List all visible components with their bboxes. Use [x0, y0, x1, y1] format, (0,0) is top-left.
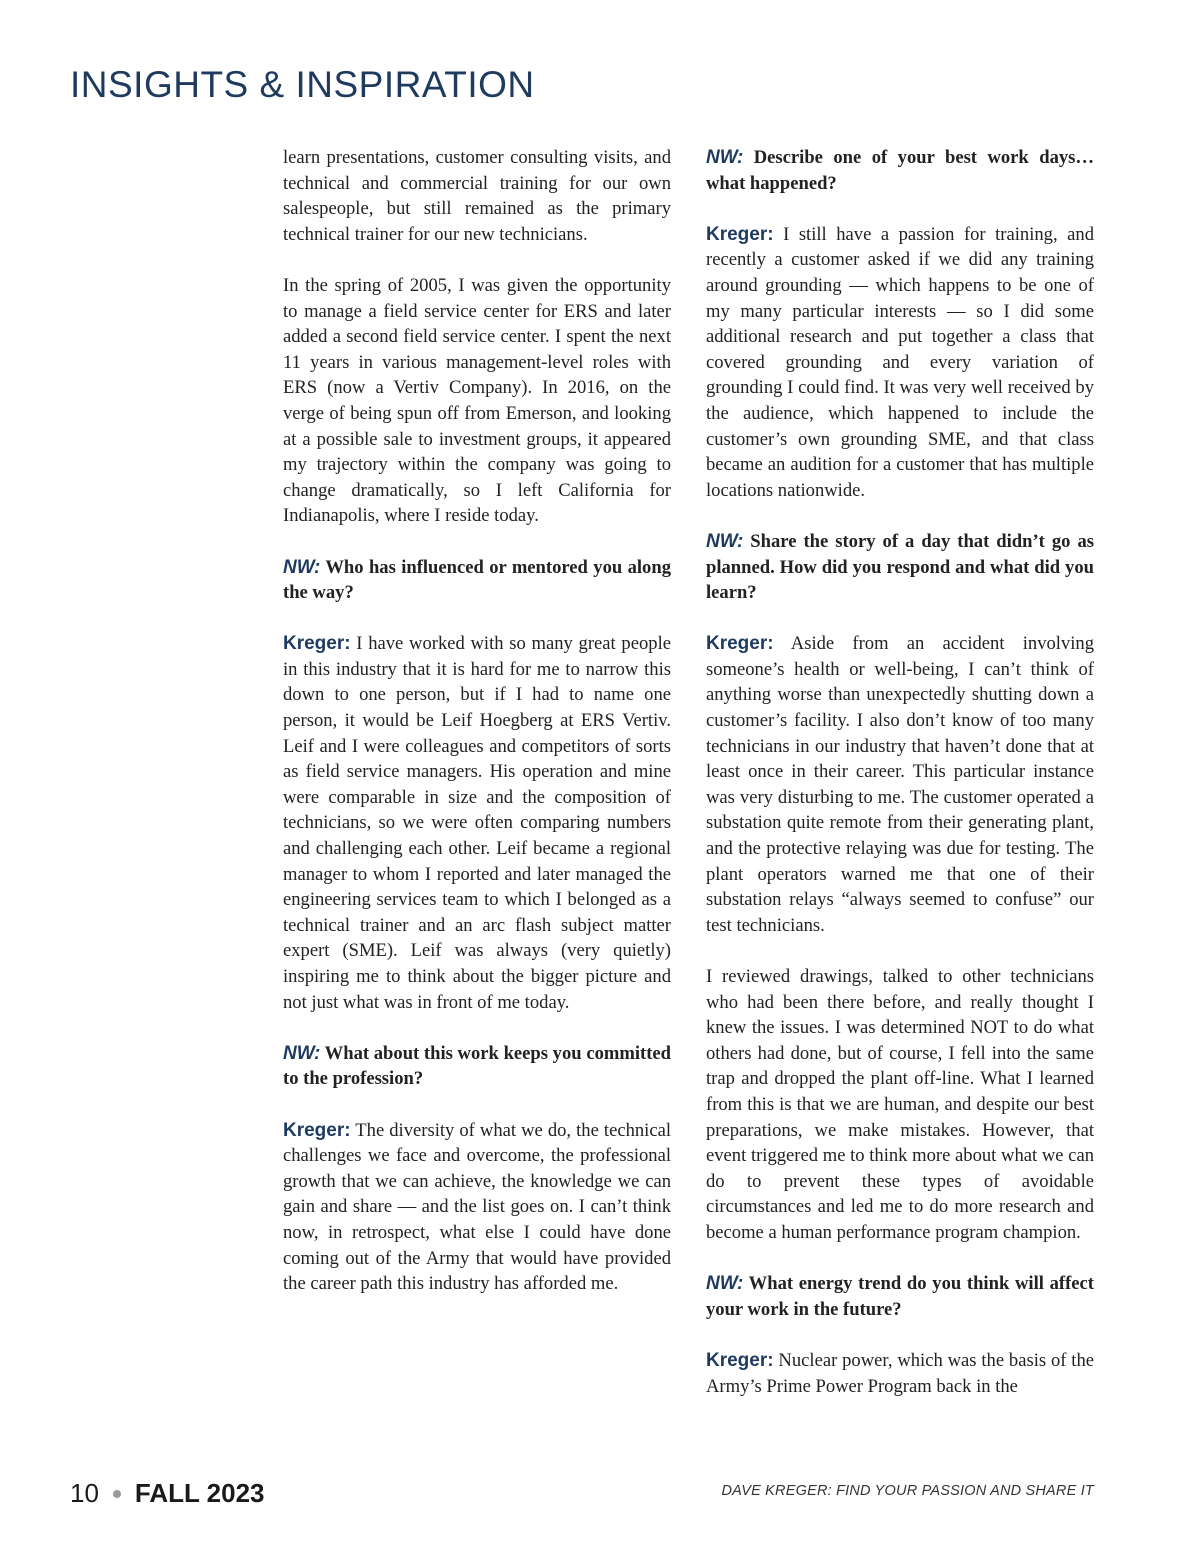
- nw-label: NW:: [283, 556, 321, 578]
- bullet-dot-icon: [113, 1490, 121, 1498]
- answer-text: Aside from an accident involving someone’s health or well-being, I can’t think of anything worse than unexpectedly shutting down a customer’s facility. I also don’t know of too many technicians in our industry that haven’t done that at least once in their career. This particular instance was very disturbing to me. The customer operated a substation quite remote from their generating plant, and the protective relaying was due for testing. The plant operators warned me that one of their substation relays “always seemed to confuse” our test technicians.: [706, 633, 1095, 936]
- paragraph-spring-2005: In the spring of 2005, I was given the opportunity to manage a field service center for ERS and later added a second field service center. I spent the next 11 years in various management-level roles with ERS (now a Vertiv Company). In 2016, on the verge of being spun off from Emerson, and looking at a possible sale to investment groups, it appeared my trajectory within the company was going to change dramatically, so I left California for Indianapolis, where I reside today.: [283, 274, 671, 527]
- answer-bad-day: [706, 631, 1094, 938]
- left-column: [283, 145, 671, 1322]
- question-mentor: [283, 555, 671, 606]
- nw-label: NW:: [706, 1273, 744, 1295]
- answer-mentor: [283, 631, 671, 1015]
- kreger-label: Kreger:: [706, 633, 774, 655]
- paragraph-lessons-learned: I reviewed drawings, talked to other technicians who had been there before, and really thought I knew the issues. I was determined NOT to do what others had done, but of course, I fell into the same trap and dropped the plant off-line. What I learned from this is that we are human, and despite our best preparations, we make mistakes. However, that event triggered me to think more about what we can do to prevent these types of avoidable circumstances and led me to do more research and become a human performance program champion.: [706, 966, 1094, 1243]
- issue-label: FALL 2023: [134, 1478, 265, 1508]
- answer-commitment: [283, 1118, 671, 1297]
- answer-best-day: [706, 222, 1094, 504]
- answer-energy-trend: [706, 1348, 1094, 1399]
- running-title: DAVE KREGER: FIND YOUR PASSION AND SHARE IT: [721, 1483, 1094, 1499]
- question-text: What energy trend do you think will affect your work in the future?: [706, 1273, 1094, 1320]
- answer-text: Nuclear power, which was the basis of the Army’s Prime Power Program back in the: [706, 1349, 1094, 1397]
- paragraph-career-training: learn presentations, customer consulting visits, and technical and commercial training for our own salespeople, but still remained as the primary technical trainer for our new technicians.: [283, 147, 671, 245]
- kreger-label: Kreger:: [706, 1349, 774, 1371]
- footer-folio: [70, 1478, 265, 1509]
- answer-text: I have worked with so many great people in this industry that it is hard for me to narrow this down to one person, but if I had to name one person, it would be Leif Hoegberg at ERS Vertiv. Leif and I were colleagues and competitors of sorts as field service managers. His operation and mine were comparable in size and the composition of technicians, so we were often comparing numbers and challenging each other. Leif became a regional manager to whom I reported and later managed the engineering services team to which I belonged as a technical trainer and an arc flash subject matter expert (SME). Leif was always (very quietly) inspiring me to think about the bigger picture and not just what was in front of me today.: [283, 633, 671, 1013]
- page-number: 10: [70, 1478, 99, 1508]
- kreger-label: Kreger:: [283, 1119, 351, 1141]
- question-text: What about this work keeps you committed to the profession?: [283, 1042, 671, 1090]
- answer-text: I still have a passion for training, and recently a customer asked if we did any training around grounding — which happens to be one of my many particular interests — so I did some additional research and put together a class that covered grounding and every variation of grounding I could find. It was very well received by the audience, which happened to include the customer’s own grounding SME, and that class became an audition for a customer that has multiple locations nationwide.: [706, 223, 1094, 501]
- question-bad-day: [706, 529, 1094, 606]
- section-title: INSIGHTS & INSPIRATION: [70, 64, 535, 105]
- nw-label: NW:: [283, 1042, 321, 1064]
- question-best-day: [706, 145, 1094, 196]
- right-column: [706, 145, 1094, 1425]
- question-text: Share the story of a day that didn’t go as planned. How did you respond and what did you learn?: [706, 530, 1094, 604]
- nw-label: NW:: [706, 147, 744, 168]
- answer-text: The diversity of what we do, the technical challenges we face and overcome, the professional growth that we can achieve, the knowledge we can gain and share — and the list goes on. I can’t think now, in retrospect, what else I could have done coming out of the Army that would have provided the career path this industry has afforded me.: [283, 1119, 672, 1295]
- kreger-label: Kreger:: [706, 223, 774, 245]
- kreger-label: Kreger:: [283, 633, 351, 655]
- question-text: Who has influenced or mentored you along the way?: [283, 556, 671, 604]
- question-energy-trend: [706, 1271, 1094, 1322]
- question-commitment: [283, 1041, 671, 1092]
- nw-label: NW:: [706, 530, 744, 552]
- question-text: Describe one of your best work days… what happened?: [706, 147, 1094, 194]
